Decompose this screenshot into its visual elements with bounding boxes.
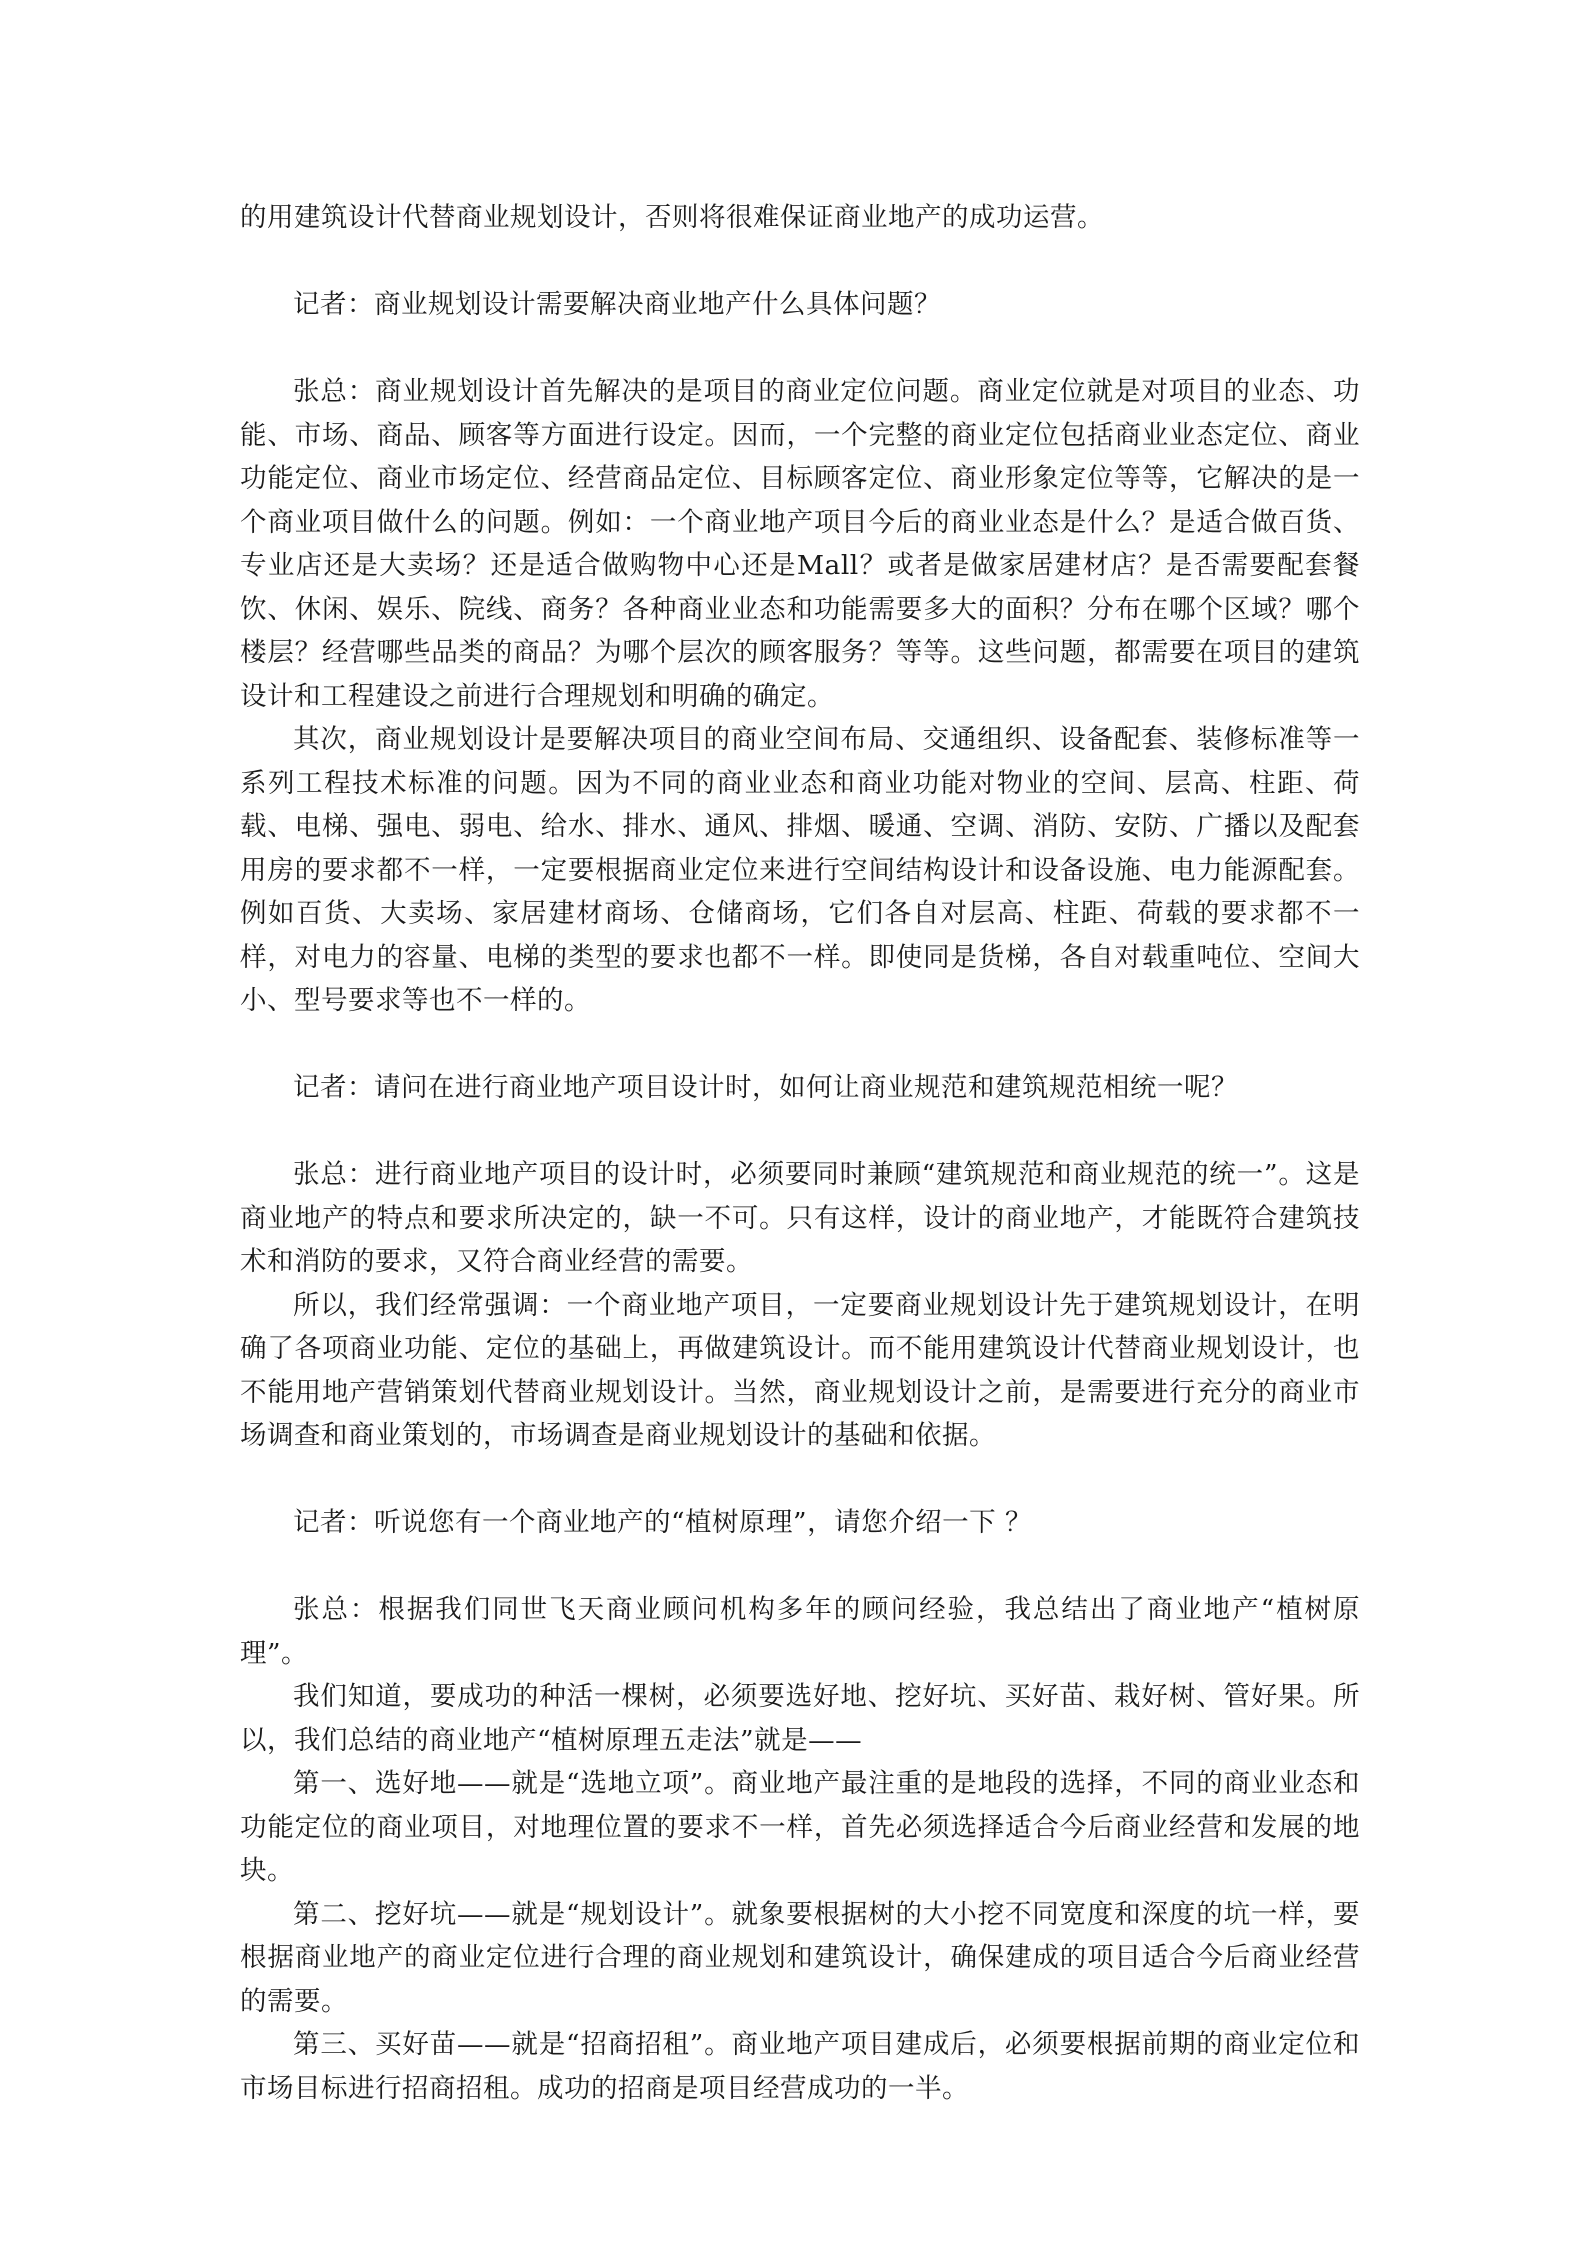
answer-paragraph-3: 张总：根据我们同世飞天商业顾问机构多年的顾问经验，我总结出了商业地产“植树原理”。 bbox=[240, 1594, 1360, 1669]
reporter-question-2: 记者：请问在进行商业地产项目设计时，如何让商业规范和建筑规范相统一呢？ bbox=[293, 1072, 1238, 1103]
body-paragraph-3: 所以，我们经常强调：一个商业地产项目，一定要商业规划设计先于建筑规划设计，在明确了各项商业功能、定位的基础上，再做建筑设计。而不能用建筑设计代替商业规划设计，也不能用地产营销策划代替商业规划设计。当然，商业规划设计之前，是需要进行充分的商业市场调查和商业策划的，市场调查是商业规划设计的基础和依据。 bbox=[240, 1289, 1360, 1451]
body-paragraph-4: 我们知道，要成功的种活一棵树，必须要选好地、挖好坑、买好苗、栽好树、管好果。所以，我们总结的商业地产“植树原理五走法”就是—— bbox=[240, 1681, 1360, 1756]
body-paragraph-2: 其次，商业规划设计是要解决项目的商业空间布局、交通组织、设备配套、装修标准等一系列工程技术标准的问题。因为不同的商业业态和商业功能对物业的空间、层高、柱距、荷载、电梯、强电、弱电、给水、排水、通风、排烟、暖通、空调、消防、安防、广播以及配套用房的要求都不一样，一定要根据商业定位来进行空间结构设计和设备设施、电力能源配套。例如百货、大卖场、家居建材商场、仓储商场，它们各自对层高、柱距、荷载的要求都不一样，对电力的容量、电梯的类型的要求也都不一样。即使同是货梯，各自对载重吨位、空间大小、型号要求等也不一样的。 bbox=[240, 724, 1360, 1016]
answer-paragraph-1: 张总：商业规划设计首先解决的是项目的商业定位问题。商业定位就是对项目的业态、功能、市场、商品、顾客等方面进行设定。因而，一个完整的商业定位包括商业业态定位、商业功能定位、商业市场定位、经营商品定位、目标顾客定位、商业形象定位等等，它解决的是一个商业项目做什么的问题。例如：一个商业地产项目今后的商业业态是什么？是适合做百货、专业店还是大卖场？还是适合做购物中心还是Mall？或者是做家居建材店？是否需要配套餐饮、休闲、娱乐、院线、商务？各种商业业态和功能需要多大的面积？分布在哪个区域？哪个楼层？经营哪些品类的商品？为哪个层次的顾客服务？等等。这些问题，都需要在项目的建筑设计和工程建设之前进行合理规划和明确的确定。 bbox=[240, 376, 1360, 712]
list-item-1: 第一、选好地——就是“选地立项”。商业地产最注重的是地段的选择，不同的商业业态和功能定位的商业项目，对地理位置的要求不一样，首先必须选择适合今后商业经营和发展的地块。 bbox=[240, 1768, 1360, 1886]
list-item-3: 第三、买好苗——就是“招商招租”。商业地产项目建成后，必须要根据前期的商业定位和市场目标进行招商招租。成功的招商是项目经营成功的一半。 bbox=[240, 2029, 1360, 2104]
paragraph-continuation: 的用建筑设计代替商业规划设计，否则将很难保证商业地产的成功运营。 bbox=[240, 202, 1104, 233]
reporter-question-1: 记者：商业规划设计需要解决商业地产什么具体问题？ bbox=[293, 289, 941, 320]
document-page bbox=[240, 196, 1360, 2104]
reporter-question-3: 记者：听说您有一个商业地产的“植树原理”，请您介绍一下 ？ bbox=[293, 1507, 1033, 1538]
list-item-2: 第二、挖好坑——就是“规划设计”。就象要根据树的大小挖不同宽度和深度的坑一样，要根据商业地产的商业定位进行合理的商业规划和建筑设计，确保建成的项目适合今后商业经营的需要。 bbox=[240, 1898, 1360, 2017]
answer-paragraph-2: 张总：进行商业地产项目的设计时，必须要同时兼顾“建筑规范和商业规范的统一”。这是商业地产的特点和要求所决定的，缺一不可。只有这样，设计的商业地产，才能既符合建筑技术和消防的要求，又符合商业经营的需要。 bbox=[240, 1159, 1360, 1277]
